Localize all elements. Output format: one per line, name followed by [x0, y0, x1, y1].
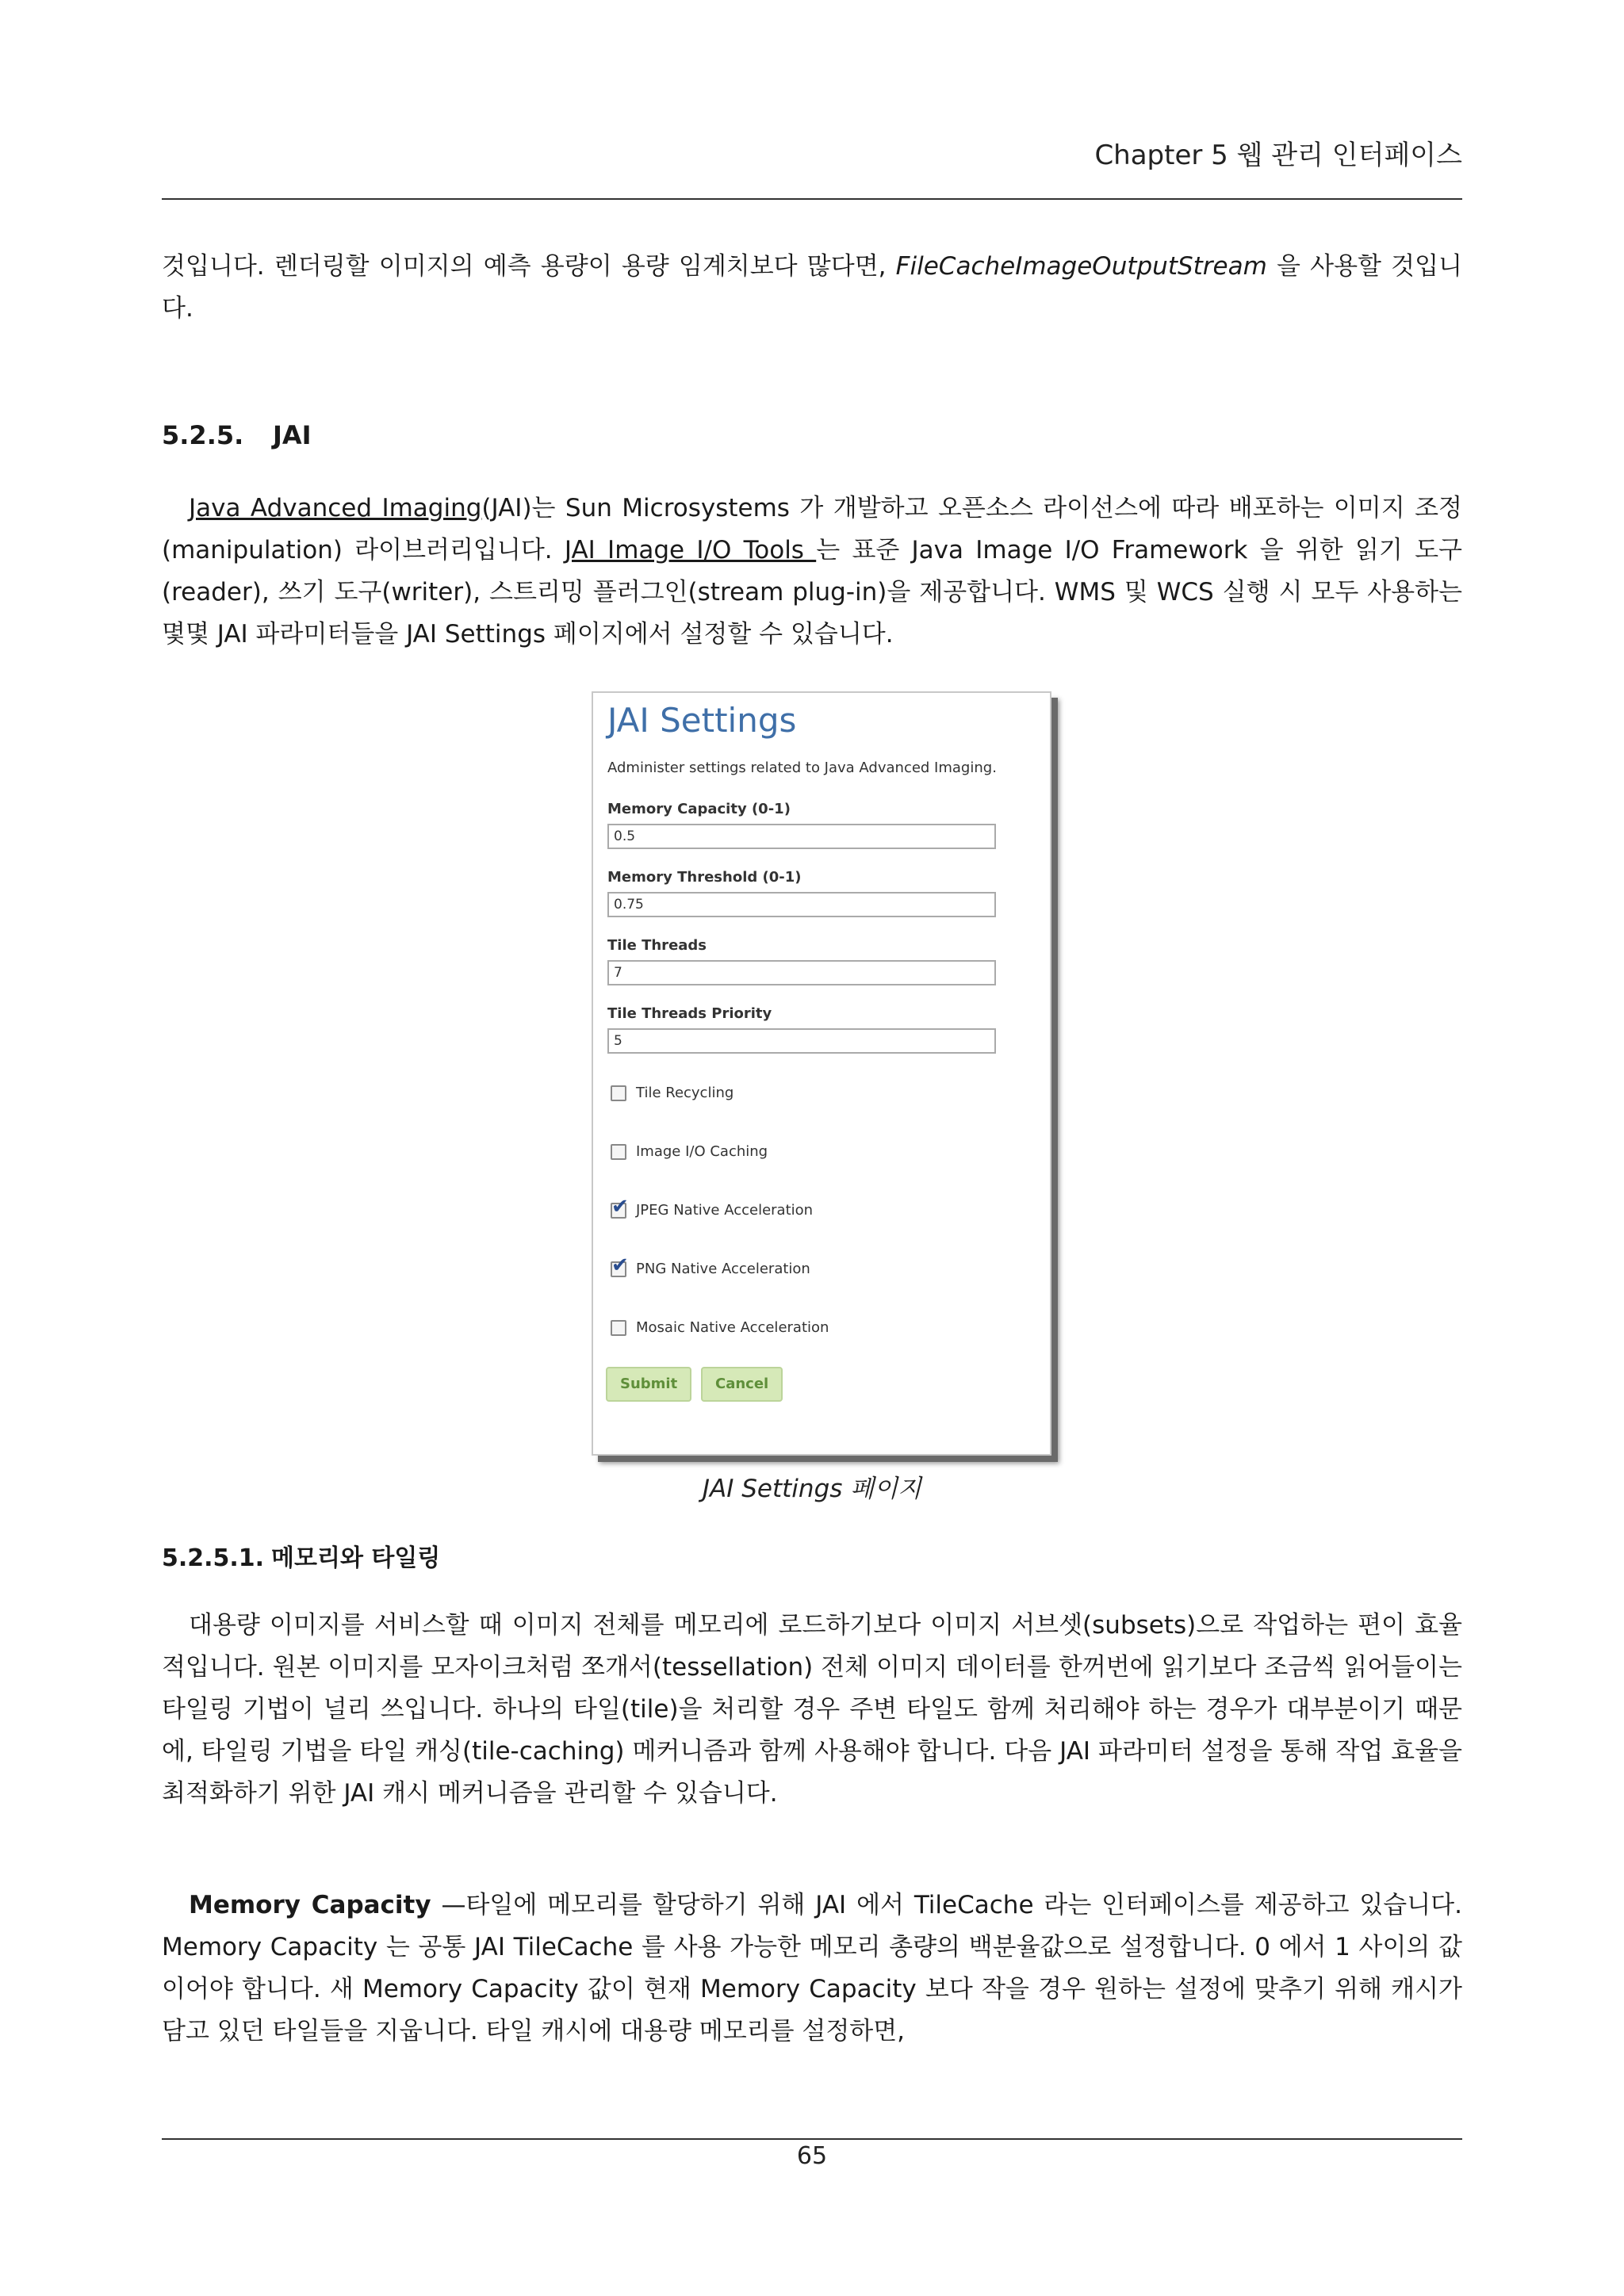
jai-text-1: (JAI)는 Sun Microsystems 가 개발하고 오픈소스 라이선스에 따라 배포하는 이미지 조정(manipulation) 라이브러리입니다.: [162, 494, 1462, 564]
section-title: JAI: [273, 420, 312, 450]
tile-recycling-option[interactable]: [611, 1085, 733, 1101]
memory-capacity-label: Memory Capacity (0-1): [607, 801, 791, 817]
memory-threshold-input[interactable]: 0.75: [607, 892, 996, 917]
subsection-heading: [162, 1538, 440, 1573]
mosaic-native-acceleration-label: Mosaic Native Acceleration: [636, 1319, 829, 1336]
figure-caption: JAI Settings 페이지: [702, 1475, 922, 1503]
memory-capacity-text: —타일에 메모리를 할당하기 위해 JAI 에서 TileCache 라는 인터페이스를 제공하고 있습니다. Memory Capacity 는 공통 JAI TileCache 를 사용 가능한 메모리 총량의 백분율값으로 설정합니다. 0 에서 1 사이의 값이어야 합니다. 새 Memory Capacity 값이 현재 Memory Capacity 보다 작을 경우 원하는 설정에 맞추기 위해 캐시가 담고 있던 타일들을 지웁니다. 타일 캐시에 대용량 메모리를 설정하면,: [162, 1891, 1462, 2045]
section-number: 5.2.5.: [162, 420, 244, 450]
memory-threshold-label: Memory Threshold (0-1): [607, 869, 802, 886]
tile-recycling-checkbox[interactable]: [611, 1085, 626, 1101]
jai-paragraph: [162, 488, 1462, 656]
png-native-acceleration-checkbox[interactable]: [611, 1261, 626, 1277]
jpeg-native-acceleration-checkbox[interactable]: [611, 1203, 626, 1219]
jai-text-2: 는 표준 Java Image I/O Framework 을 위한 읽기 도구(reader), 쓰기 도구(writer), 스트리밍 플러그인(stream plug-in)을 제공합니다. WMS 및 WCS 실행 시 모두 사용하는 몇몇 JAI 파라미터들을 JAI Settings 페이지에서 설정할 수 있습니다.: [162, 536, 1462, 649]
cancel-button[interactable]: Cancel: [701, 1367, 783, 1402]
jpeg-native-acceleration-label: JPEG Native Acceleration: [636, 1202, 814, 1219]
image-io-caching-option[interactable]: [611, 1143, 768, 1160]
intro-paragraph: [162, 246, 1462, 330]
header-rule: [162, 198, 1462, 200]
memory-capacity-paragraph: [162, 1885, 1462, 2053]
tile-threads-priority-input[interactable]: 5: [607, 1028, 996, 1054]
mosaic-native-acceleration-option[interactable]: [611, 1319, 829, 1336]
jai-imageio-link[interactable]: JAI Image I/O Tools: [564, 536, 817, 564]
intro-text-a: 것입니다. 렌더링할 이미지의 예측 용량이 용량 임계치보다 많다면,: [162, 252, 896, 281]
subsection-number: 5.2.5.1.: [162, 1544, 265, 1572]
section-heading: [162, 420, 312, 450]
jai-link[interactable]: Java Advanced Imaging: [189, 494, 482, 522]
image-io-caching-checkbox[interactable]: [611, 1144, 626, 1160]
tile-recycling-label: Tile Recycling: [636, 1085, 734, 1101]
tiling-paragraph: 대용량 이미지를 서비스할 때 이미지 전체를 메모리에 로드하기보다 이미지 서브셋(subsets)으로 작업하는 편이 효율적입니다. 원본 이미지를 모자이크처럼 쪼개서(tessellation) 전체 이미지 데이터를 한꺼번에 읽기보다 조금씩 읽어들이는 타일링 기법이 널리 쓰입니다. 하나의 타일(tile)을 처리할 경우 주변 타일도 함께 처리해야 하는 경우가 대부분이기 때문에, 타일링 기법을 타일 캐싱(tile-caching) 메커니즘과 함께 사용해야 합니다. 다음 JAI 파라미터 설정을 통해 작업 효율을 최적화하기 위한 JAI 캐시 메커니즘을 관리할 수 있습니다.: [162, 1611, 1462, 1808]
tile-threads-input[interactable]: 7: [607, 960, 996, 985]
submit-button[interactable]: Submit: [606, 1367, 691, 1402]
page-number: 65: [796, 2142, 828, 2170]
intro-text-b: 을 사용할 것입니다.: [162, 252, 1462, 323]
jai-settings-screenshot: [592, 691, 1051, 1456]
png-native-acceleration-option[interactable]: [611, 1261, 810, 1277]
jai-settings-title: JAI Settings: [607, 701, 797, 740]
memory-capacity-term: Memory Capacity: [189, 1891, 431, 1919]
memory-capacity-input[interactable]: 0.5: [607, 824, 996, 849]
class-name: FileCacheImageOutputStream: [895, 252, 1267, 281]
tile-threads-priority-label: Tile Threads Priority: [607, 1005, 772, 1022]
subsection-title: 메모리와 타일링: [271, 1544, 441, 1572]
jai-settings-subtitle: Administer settings related to Java Advanced Imaging.: [607, 760, 997, 776]
tile-threads-label: Tile Threads: [607, 937, 707, 954]
image-io-caching-label: Image I/O Caching: [636, 1143, 768, 1160]
mosaic-native-acceleration-checkbox[interactable]: [611, 1320, 626, 1336]
jpeg-native-acceleration-option[interactable]: [611, 1202, 813, 1219]
png-native-acceleration-label: PNG Native Acceleration: [636, 1261, 810, 1277]
running-header: Chapter 5 웹 관리 인터페이스: [1094, 140, 1462, 171]
footer-rule: [162, 2138, 1462, 2140]
